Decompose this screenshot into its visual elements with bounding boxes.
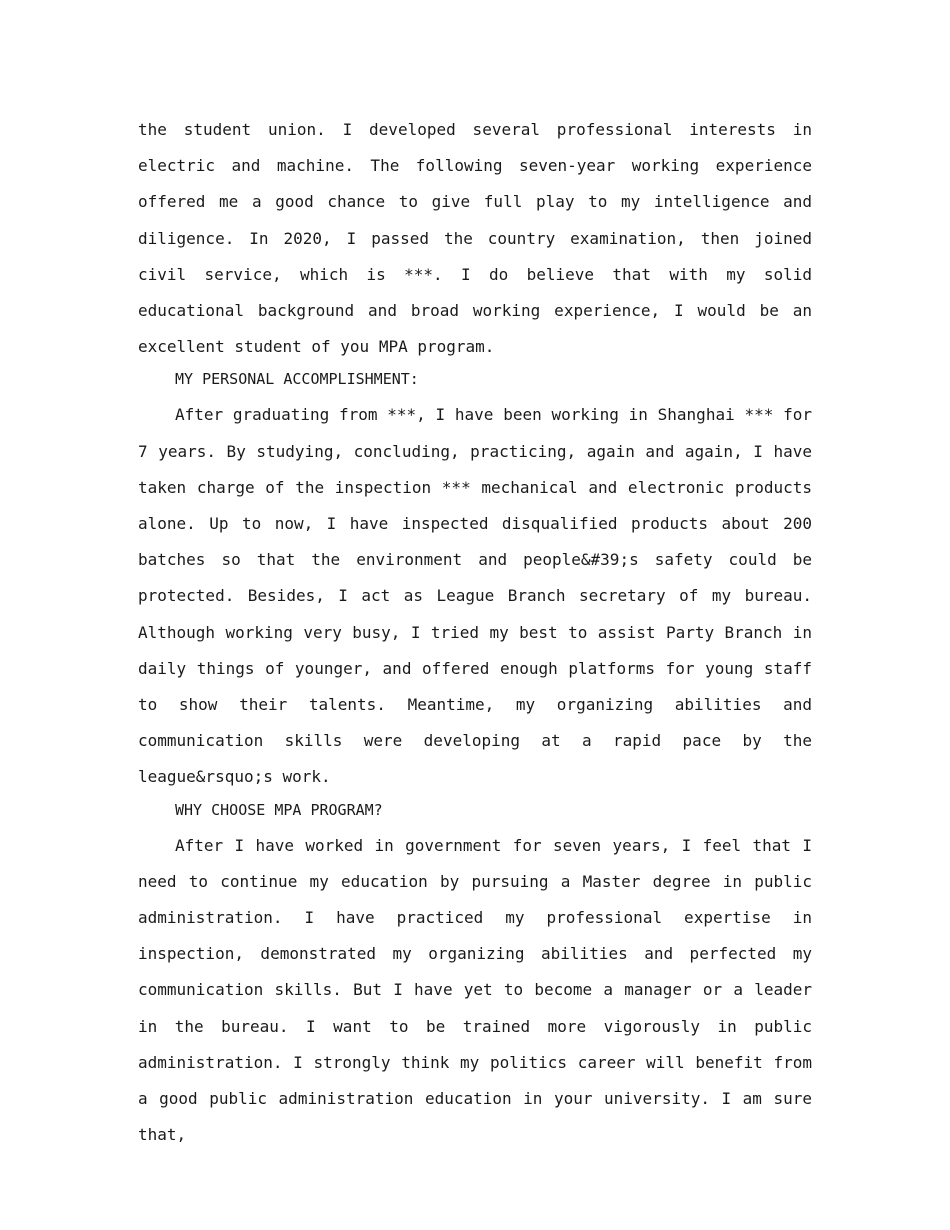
paragraph-intro: the student union. I developed several professional interests in electric and machine. The following seven-year working experience offered me a good chance to give full play to my intelligence and diligence. In 2020, I passed the country examination, then joined civil service, which is ***. I do believe that with my solid educational background and broad working experience, I would be an excellent student of you MPA program.	[138, 120, 812, 357]
paragraph-why-mpa: After I have worked in government for seven years, I feel that I need to continue my education by pursuing a Master degree in public administration. I have practiced my professional expertise in inspection, demonstrated my organizing abilities and perfected my communication skills. But I have yet to become a manager or a leader in the bureau. I want to be trained more vigorously in public administration. I strongly think my politics career will benefit from a good public administration education in your university. I am sure that,	[138, 835, 812, 1145]
heading-personal-accomplishment: MY PERSONAL ACCOMPLISHMENT:	[175, 370, 419, 389]
document-page	[138, 112, 812, 1153]
paragraph-accomplishment: After graduating from ***, I have been working in Shanghai *** for 7 years. By studying, concluding, practicing, again and again, I have taken charge of the inspection *** mechanical and electronic products alone. Up to now, I have inspected disqualified products about 200 batches so that the environment and people&#39;s safety could be protected. Besides, I act as League Branch secretary of my bureau. Although working very busy, I tried my best to assist Party Branch in daily things of younger, and offered enough platforms for young staff to show their talents. Meantime, my organizing abilities and communication skills were developing at a rapid pace by the league&rsquo;s work.	[138, 405, 812, 787]
heading-why-choose-mpa: WHY CHOOSE MPA PROGRAM?	[175, 800, 383, 819]
